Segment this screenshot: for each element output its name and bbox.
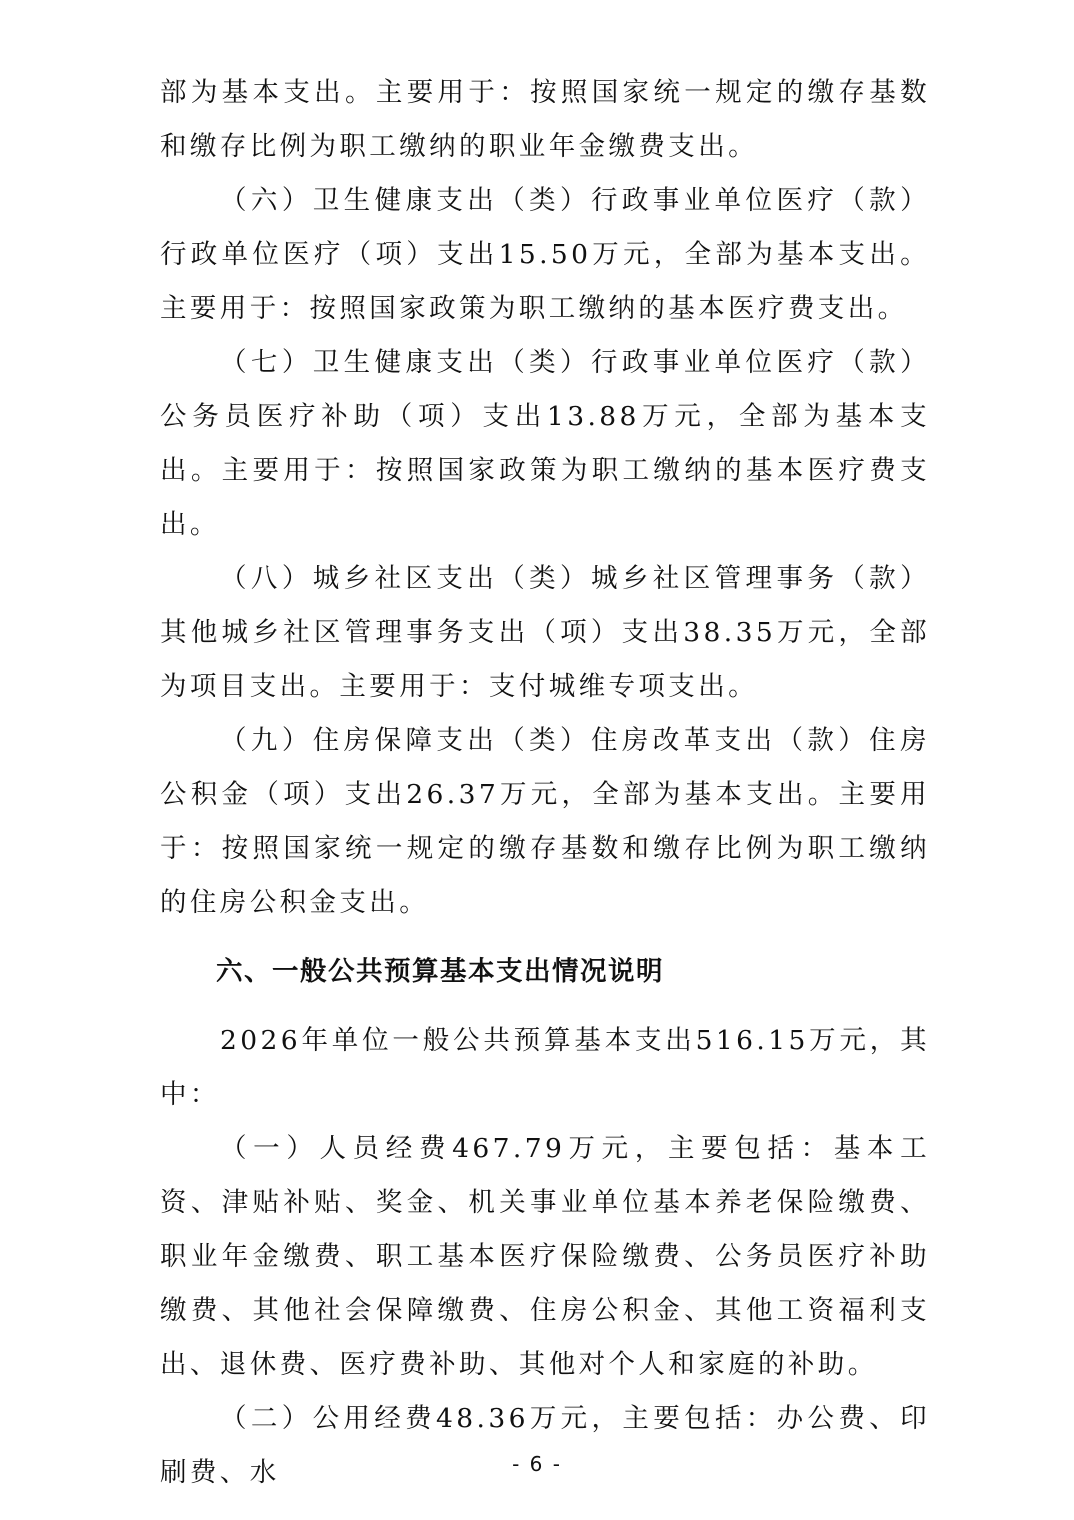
paragraph-health-admin-medical: （六）卫生健康支出（类）行政事业单位医疗（款）行政单位医疗（项）支出15.50万元，全部为基本支出。主要用于：按照国家政策为职工缴纳的基本医疗费支出。 xyxy=(160,185,930,324)
document-body xyxy=(160,66,930,1500)
paragraph-urban-rural-community: （八）城乡社区支出（类）城乡社区管理事务（款）其他城乡社区管理事务支出（项）支出38.35万元，全部为项目支出。主要用于：支付城维专项支出。 xyxy=(160,563,930,702)
paragraph-housing-fund: （九）住房保障支出（类）住房改革支出（款）住房公积金（项）支出26.37万元，全部为基本支出。主要用于：按照国家统一规定的缴存基数和缴存比例为职工缴纳的住房公积金支出。 xyxy=(160,725,930,918)
page-number: - 6 - xyxy=(512,1452,562,1476)
paragraph-personnel-expenses: （一）人员经费467.79万元，主要包括：基本工资、津贴补贴、奖金、机关事业单位基本养老保险缴费、职业年金缴费、职工基本医疗保险缴费、公务员医疗补助缴费、其他社会保障缴费、住房公积金、其他工资福利支出、退休费、医疗费补助、其他对个人和家庭的补助。 xyxy=(160,1133,930,1380)
section-heading: 六、一般公共预算基本支出情况说明 xyxy=(216,956,664,987)
paragraph-health-civil-servant-medical: （七）卫生健康支出（类）行政事业单位医疗（款）公务员医疗补助（项）支出13.88万元，全部为基本支出。主要用于：按照国家政策为职工缴纳的基本医疗费支出。 xyxy=(160,347,930,540)
paragraph-basic-expenditure-total: 2026年单位一般公共预算基本支出516.15万元，其中： xyxy=(160,1025,930,1110)
paragraph-public-expenses: （二）公用经费48.36万元，主要包括：办公费、印刷费、水 xyxy=(160,1403,930,1488)
paragraph-pension-continuation: 部为基本支出。主要用于：按照国家统一规定的缴存基数和缴存比例为职工缴纳的职业年金缴费支出。 xyxy=(160,77,930,162)
